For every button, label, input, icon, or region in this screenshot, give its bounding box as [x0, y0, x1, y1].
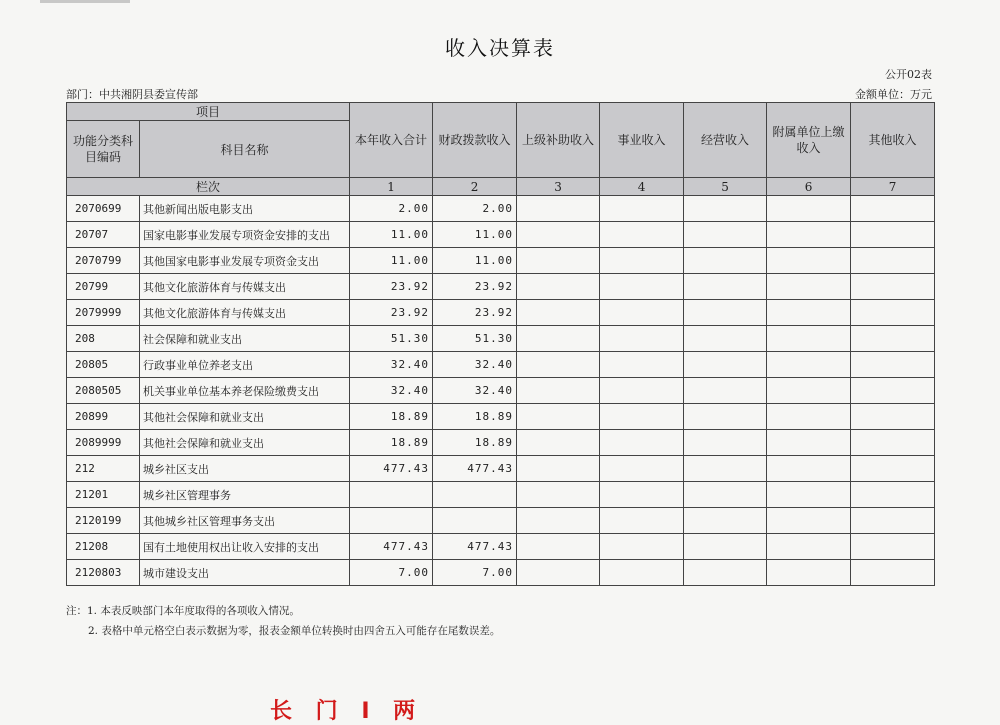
- index-4: 4: [600, 178, 684, 196]
- total-cell: [350, 508, 433, 534]
- affiliated-cell: [767, 300, 851, 326]
- index-6: 6: [767, 178, 851, 196]
- other-cell: [851, 300, 935, 326]
- fiscal-cell: 11.00: [433, 222, 517, 248]
- other-cell: [851, 508, 935, 534]
- func-code-cell: 21201: [67, 482, 140, 508]
- func-code-cell: 21208: [67, 534, 140, 560]
- other-cell: [851, 430, 935, 456]
- affiliated-cell: [767, 430, 851, 456]
- affiliated-cell: [767, 222, 851, 248]
- business-cell: [600, 274, 684, 300]
- affiliated-cell: [767, 456, 851, 482]
- business-cell: [600, 508, 684, 534]
- fiscal-cell: 7.00: [433, 560, 517, 586]
- func-code-cell: 2089999: [67, 430, 140, 456]
- fiscal-cell: 2.00: [433, 196, 517, 222]
- header-item: 项目: [67, 103, 350, 121]
- other-cell: [851, 456, 935, 482]
- fiscal-cell: 32.40: [433, 352, 517, 378]
- affiliated-cell: [767, 404, 851, 430]
- func-code-cell: 20707: [67, 222, 140, 248]
- total-cell: 23.92: [350, 274, 433, 300]
- header-row-top: [67, 103, 935, 121]
- business-cell: [600, 404, 684, 430]
- superior-cell: [517, 404, 600, 430]
- header-subject-name: 科目名称: [140, 121, 350, 178]
- table-row: [67, 274, 935, 300]
- total-cell: 23.92: [350, 300, 433, 326]
- business-cell: [600, 378, 684, 404]
- unit-label: 金额单位：万元: [855, 88, 932, 101]
- fiscal-cell: 11.00: [433, 248, 517, 274]
- operation-cell: [684, 248, 767, 274]
- subject-name-cell: 其他社会保障和就业支出: [140, 430, 350, 456]
- operation-cell: [684, 508, 767, 534]
- fiscal-cell: 51.30: [433, 326, 517, 352]
- func-code-cell: 20805: [67, 352, 140, 378]
- header-operation: 经营收入: [684, 103, 767, 178]
- superior-cell: [517, 378, 600, 404]
- subject-name-cell: 行政事业单位养老支出: [140, 352, 350, 378]
- other-cell: [851, 560, 935, 586]
- affiliated-cell: [767, 508, 851, 534]
- superior-cell: [517, 352, 600, 378]
- total-cell: 2.00: [350, 196, 433, 222]
- total-cell: 32.40: [350, 352, 433, 378]
- func-code-cell: 20899: [67, 404, 140, 430]
- fiscal-cell: 477.43: [433, 534, 517, 560]
- func-code-cell: 2120199: [67, 508, 140, 534]
- subject-name-cell: 其他文化旅游体育与传媒支出: [140, 274, 350, 300]
- table-row: [67, 534, 935, 560]
- table-row: [67, 378, 935, 404]
- subject-name-cell: 社会保障和就业支出: [140, 326, 350, 352]
- affiliated-cell: [767, 196, 851, 222]
- operation-cell: [684, 300, 767, 326]
- business-cell: [600, 196, 684, 222]
- index-2: 2: [433, 178, 517, 196]
- affiliated-cell: [767, 534, 851, 560]
- affiliated-cell: [767, 560, 851, 586]
- superior-cell: [517, 222, 600, 248]
- fiscal-cell: 32.40: [433, 378, 517, 404]
- func-code-cell: 2070799: [67, 248, 140, 274]
- total-cell: 477.43: [350, 534, 433, 560]
- index-5: 5: [684, 178, 767, 196]
- operation-cell: [684, 222, 767, 248]
- header-other: 其他收入: [851, 103, 935, 178]
- other-cell: [851, 534, 935, 560]
- func-code-cell: 2070699: [67, 196, 140, 222]
- total-cell: 11.00: [350, 248, 433, 274]
- affiliated-cell: [767, 326, 851, 352]
- revenue-table: [66, 102, 935, 586]
- other-cell: [851, 248, 935, 274]
- superior-cell: [517, 274, 600, 300]
- index-1: 1: [350, 178, 433, 196]
- subject-name-cell: 其他城乡社区管理事务支出: [140, 508, 350, 534]
- subject-name-cell: 国有土地使用权出让收入安排的支出: [140, 534, 350, 560]
- operation-cell: [684, 482, 767, 508]
- superior-cell: [517, 248, 600, 274]
- total-cell: 7.00: [350, 560, 433, 586]
- other-cell: [851, 274, 935, 300]
- operation-cell: [684, 456, 767, 482]
- func-code-cell: 208: [67, 326, 140, 352]
- business-cell: [600, 430, 684, 456]
- operation-cell: [684, 430, 767, 456]
- subject-name-cell: 城市建设支出: [140, 560, 350, 586]
- index-3: 3: [517, 178, 600, 196]
- total-cell: [350, 482, 433, 508]
- other-cell: [851, 352, 935, 378]
- affiliated-cell: [767, 378, 851, 404]
- operation-cell: [684, 560, 767, 586]
- header-total: 本年收入合计: [350, 103, 433, 178]
- total-cell: 18.89: [350, 404, 433, 430]
- subject-name-cell: 其他文化旅游体育与传媒支出: [140, 300, 350, 326]
- func-code-cell: 2080505: [67, 378, 140, 404]
- superior-cell: [517, 326, 600, 352]
- func-code-cell: 212: [67, 456, 140, 482]
- footnote-1: 注：1. 本表反映部门本年度取得的各项收入情况。: [66, 605, 300, 617]
- table-row: [67, 430, 935, 456]
- fiscal-cell: 477.43: [433, 456, 517, 482]
- other-cell: [851, 482, 935, 508]
- fiscal-cell: 23.92: [433, 300, 517, 326]
- operation-cell: [684, 196, 767, 222]
- superior-cell: [517, 482, 600, 508]
- department-label: 部门：中共湘阴县委宣传部: [66, 88, 198, 101]
- total-cell: 18.89: [350, 430, 433, 456]
- business-cell: [600, 482, 684, 508]
- table-row: [67, 300, 935, 326]
- footnote-2: 2. 表格中单元格空白表示数据为零，报表金额单位转换时由四舍五入可能存在尾数误差。: [88, 625, 501, 637]
- operation-cell: [684, 352, 767, 378]
- fiscal-cell: 18.89: [433, 404, 517, 430]
- business-cell: [600, 456, 684, 482]
- affiliated-cell: [767, 274, 851, 300]
- index-7: 7: [851, 178, 935, 196]
- header-fiscal: 财政拨款收入: [433, 103, 517, 178]
- table-row: [67, 326, 935, 352]
- func-code-cell: 2079999: [67, 300, 140, 326]
- superior-cell: [517, 300, 600, 326]
- column-index-row: [67, 178, 935, 196]
- fiscal-cell: [433, 482, 517, 508]
- affiliated-cell: [767, 248, 851, 274]
- table-row: [67, 560, 935, 586]
- superior-cell: [517, 508, 600, 534]
- operation-cell: [684, 274, 767, 300]
- scan-smudge: [40, 0, 130, 3]
- affiliated-cell: [767, 352, 851, 378]
- table-row: [67, 352, 935, 378]
- business-cell: [600, 248, 684, 274]
- other-cell: [851, 404, 935, 430]
- func-code-cell: 20799: [67, 274, 140, 300]
- header-func-code: 功能分类科目编码: [67, 121, 140, 178]
- table-row: [67, 508, 935, 534]
- table-row: [67, 248, 935, 274]
- total-cell: 11.00: [350, 222, 433, 248]
- index-label: 栏次: [67, 178, 350, 196]
- total-cell: 477.43: [350, 456, 433, 482]
- superior-cell: [517, 430, 600, 456]
- table-row: [67, 456, 935, 482]
- superior-cell: [517, 560, 600, 586]
- business-cell: [600, 222, 684, 248]
- subject-name-cell: 城乡社区管理事务: [140, 482, 350, 508]
- subject-name-cell: 其他社会保障和就业支出: [140, 404, 350, 430]
- business-cell: [600, 352, 684, 378]
- business-cell: [600, 326, 684, 352]
- superior-cell: [517, 534, 600, 560]
- table-row: [67, 222, 935, 248]
- total-cell: 51.30: [350, 326, 433, 352]
- func-code-cell: 2120803: [67, 560, 140, 586]
- operation-cell: [684, 326, 767, 352]
- table-row: [67, 482, 935, 508]
- form-code: 公开02表: [885, 68, 932, 81]
- other-cell: [851, 326, 935, 352]
- table-row: [67, 404, 935, 430]
- red-stamp-fragment: 长 门 I 两: [270, 699, 424, 724]
- other-cell: [851, 378, 935, 404]
- page-title: 收入决算表: [445, 36, 555, 60]
- total-cell: 32.40: [350, 378, 433, 404]
- business-cell: [600, 560, 684, 586]
- fiscal-cell: [433, 508, 517, 534]
- other-cell: [851, 222, 935, 248]
- business-cell: [600, 300, 684, 326]
- fiscal-cell: 23.92: [433, 274, 517, 300]
- header-business: 事业收入: [600, 103, 684, 178]
- business-cell: [600, 534, 684, 560]
- table-row: [67, 196, 935, 222]
- header-superior: 上级补助收入: [517, 103, 600, 178]
- operation-cell: [684, 378, 767, 404]
- subject-name-cell: 其他国家电影事业发展专项资金支出: [140, 248, 350, 274]
- affiliated-cell: [767, 482, 851, 508]
- subject-name-cell: 其他新闻出版电影支出: [140, 196, 350, 222]
- subject-name-cell: 机关事业单位基本养老保险缴费支出: [140, 378, 350, 404]
- fiscal-cell: 18.89: [433, 430, 517, 456]
- other-cell: [851, 196, 935, 222]
- header-affiliated: 附属单位上缴收入: [767, 103, 851, 178]
- operation-cell: [684, 534, 767, 560]
- subject-name-cell: 国家电影事业发展专项资金安排的支出: [140, 222, 350, 248]
- table-body: [67, 196, 935, 586]
- superior-cell: [517, 456, 600, 482]
- superior-cell: [517, 196, 600, 222]
- operation-cell: [684, 404, 767, 430]
- subject-name-cell: 城乡社区支出: [140, 456, 350, 482]
